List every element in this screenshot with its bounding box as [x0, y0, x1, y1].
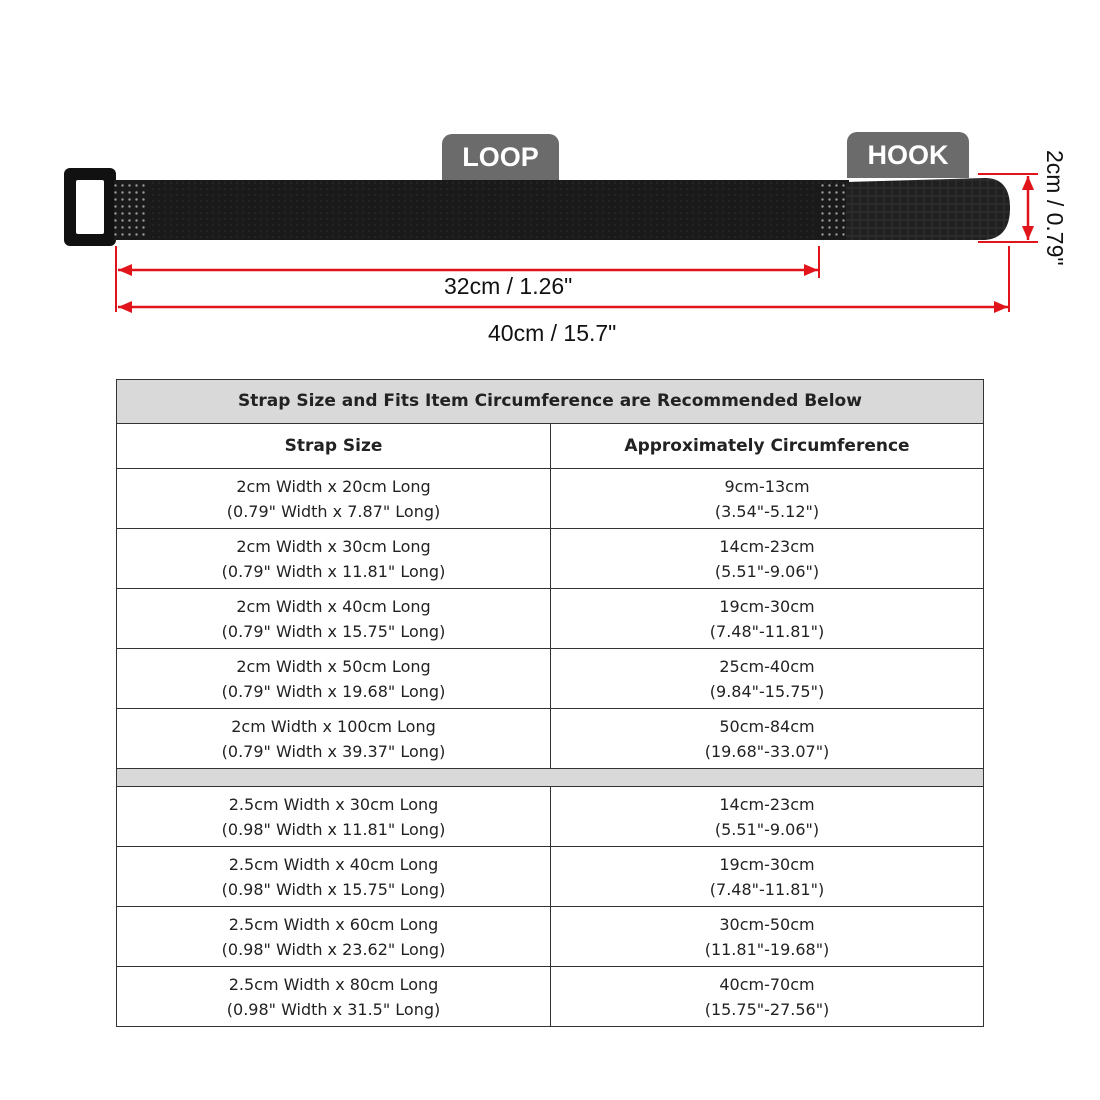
circumference: 19cm-30cm	[719, 854, 815, 874]
circumference-inch: (15.75"-27.56")	[704, 999, 830, 1019]
circumference-inch: (7.48"-11.81")	[709, 879, 825, 899]
header-circumference: Approximately Circumference	[551, 424, 984, 469]
table-row	[117, 907, 984, 967]
circumference-inch: (19.68"-33.07")	[704, 741, 830, 761]
circumference: 14cm-23cm	[719, 536, 815, 556]
circumference: 25cm-40cm	[719, 656, 815, 676]
table-row	[117, 649, 984, 709]
circumference-inch: (3.54"-5.12")	[714, 501, 820, 521]
width-label: 2cm / 0.79"	[1042, 150, 1068, 266]
circumference: 9cm-13cm	[724, 476, 810, 496]
strap-stitch-left	[114, 182, 148, 238]
strap-size: 2cm Width x 50cm Long	[236, 656, 431, 676]
loop-tag: LOOP	[442, 134, 559, 180]
strap-size: 2cm Width x 40cm Long	[236, 596, 431, 616]
strap-stitch-right	[818, 184, 848, 240]
table-row	[117, 589, 984, 649]
strap-size-inch: (0.79" Width x 11.81" Long)	[221, 561, 446, 581]
strap-loop-section	[114, 180, 849, 240]
hook-length-label: 32cm / 1.26"	[444, 273, 573, 299]
table-row	[117, 529, 984, 589]
strap-size: 2.5cm Width x 80cm Long	[228, 974, 439, 994]
buckle-icon	[64, 168, 116, 246]
table-row	[117, 967, 984, 1027]
strap-size-inch: (0.79" Width x 15.75" Long)	[221, 621, 446, 641]
strap-size: 2cm Width x 100cm Long	[231, 716, 436, 736]
total-length-label: 40cm / 15.7"	[488, 320, 617, 346]
strap-size: 2.5cm Width x 30cm Long	[228, 794, 439, 814]
strap-illustration	[0, 0, 1100, 360]
header-strap-size: Strap Size	[117, 424, 551, 469]
table-row	[117, 847, 984, 907]
strap-size-inch: (0.98" Width x 31.5" Long)	[226, 999, 441, 1019]
strap-size: 2cm Width x 30cm Long	[236, 536, 431, 556]
strap-hook-section	[846, 178, 1010, 240]
table-title: Strap Size and Fits Item Circumference are Recommended Below	[117, 380, 984, 424]
circumference: 19cm-30cm	[719, 596, 815, 616]
table-separator	[117, 769, 984, 787]
circumference: 30cm-50cm	[719, 914, 815, 934]
circumference-inch: (9.84"-15.75")	[709, 681, 825, 701]
strap-size-inch: (0.79" Width x 7.87" Long)	[226, 501, 441, 521]
circumference-inch: (5.51"-9.06")	[714, 561, 820, 581]
size-table	[116, 379, 984, 1027]
circumference-inch: (5.51"-9.06")	[714, 819, 820, 839]
strap-size-inch: (0.98" Width x 15.75" Long)	[221, 879, 446, 899]
strap-size: 2cm Width x 20cm Long	[236, 476, 431, 496]
strap-size: 2.5cm Width x 60cm Long	[228, 914, 439, 934]
table-row	[117, 469, 984, 529]
strap-size-inch: (0.79" Width x 39.37" Long)	[221, 741, 446, 761]
table-row	[117, 787, 984, 847]
strap-size-inch: (0.98" Width x 23.62" Long)	[221, 939, 446, 959]
circumference-inch: (7.48"-11.81")	[709, 621, 825, 641]
table-row	[117, 709, 984, 769]
circumference: 50cm-84cm	[719, 716, 815, 736]
hook-tag: HOOK	[847, 132, 969, 178]
strap-size-inch: (0.98" Width x 11.81" Long)	[221, 819, 446, 839]
strap-size: 2.5cm Width x 40cm Long	[228, 854, 439, 874]
circumference: 14cm-23cm	[719, 794, 815, 814]
circumference: 40cm-70cm	[719, 974, 815, 994]
circumference-inch: (11.81"-19.68")	[704, 939, 830, 959]
strap-size-inch: (0.79" Width x 19.68" Long)	[221, 681, 446, 701]
